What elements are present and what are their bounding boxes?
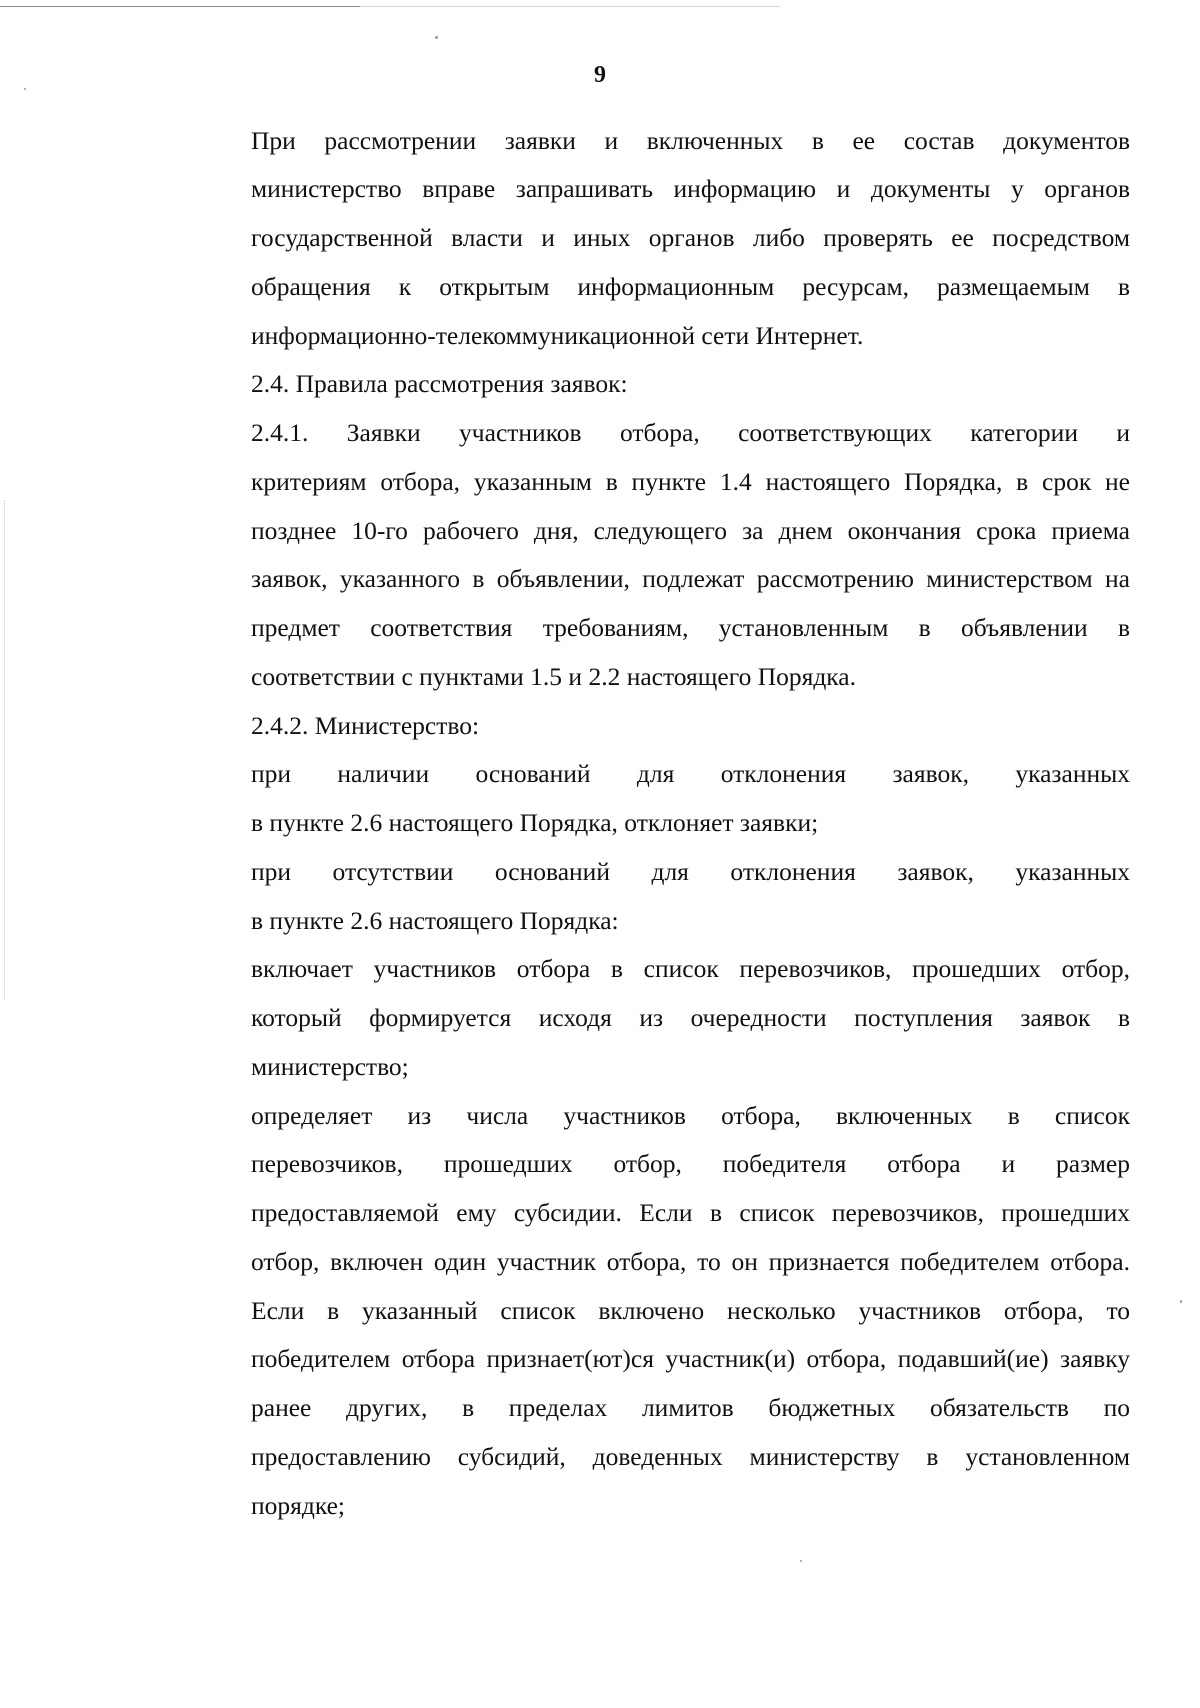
- text-line: который формируется исходя из очередности поступления заявок в: [251, 1003, 1130, 1032]
- text-line: в пункте 2.6 настоящего Порядка, отклоняет заявки;: [251, 808, 819, 837]
- paragraph-request-info: [178, 117, 1130, 361]
- scan-artifact-line-faint: [360, 6, 780, 7]
- text-line: в пункте 2.6 настоящего Порядка:: [251, 905, 619, 935]
- text-line: критериям отбора, указанным в пункте 1.4 настоящего Порядка, в срок не: [251, 466, 1130, 496]
- paragraph-rejects: [178, 750, 1130, 848]
- text-line: министерство вправе запрашивать информацию и документы у органов: [251, 174, 1130, 204]
- page-number: 9: [594, 62, 606, 88]
- paragraph-2-4-1: [178, 409, 1130, 702]
- text-line: предоставляемой ему субсидии. Если в список перевозчиков, прошедших: [251, 1198, 1130, 1227]
- scan-speck: [435, 36, 438, 39]
- text-line: победителем отбора признает(ют)ся участник(и) отбора, подавший(ие) заявку: [251, 1344, 1130, 1374]
- text-line: позднее 10-го рабочего дня, следующего за днем окончания срока приема: [251, 515, 1130, 545]
- text-line: 2.4. Правила рассмотрения заявок:: [251, 369, 628, 399]
- text-line: заявок, указанного в объявлении, подлежат рассмотрению министерством на: [251, 564, 1130, 594]
- document-body: [178, 117, 1130, 1531]
- text-line: при отсутствии оснований для отклонения заявок, указанных: [251, 856, 1130, 886]
- scan-speck: [800, 1560, 802, 1562]
- text-line: при наличии оснований для отклонения заявок, указанных: [251, 759, 1130, 789]
- text-line: ранее других, в пределах лимитов бюджетных обязательств по: [251, 1393, 1130, 1422]
- text-line: включает участников отбора в список перевозчиков, прошедших отбор,: [251, 954, 1130, 984]
- text-line: обращения к открытым информационным ресурсам, размещаемым в: [251, 271, 1130, 301]
- paragraph-determines-winner: [178, 1092, 1130, 1531]
- section-heading-2-4-2: [178, 702, 1130, 751]
- text-line: отбор, включен один участник отбора, то он признается победителем отбора.: [251, 1246, 1130, 1276]
- scan-artifact-edge: [4, 500, 6, 1000]
- text-line: соответствии с пунктами 1.5 и 2.2 настоящего Порядка.: [251, 661, 857, 691]
- scan-artifact-line: [0, 6, 360, 7]
- text-line: информационно-телекоммуникационной сети Интернет.: [251, 320, 864, 350]
- text-line: Если в указанный список включено несколько участников отбора, то: [251, 1295, 1130, 1325]
- paragraph-includes-list: [178, 945, 1130, 1091]
- text-line: определяет из числа участников отбора, включенных в список: [251, 1100, 1130, 1130]
- text-line: порядке;: [251, 1490, 346, 1520]
- text-line: перевозчиков, прошедших отбор, победителя отбора и размер: [251, 1149, 1130, 1179]
- text-line: предоставлению субсидий, доведенных министерству в установленном: [251, 1441, 1130, 1471]
- paragraph-no-grounds: [178, 848, 1130, 946]
- section-heading-2-4: [178, 360, 1130, 409]
- text-line: министерство;: [251, 1051, 409, 1081]
- text-line: 2.4.1. Заявки участников отбора, соответствующих категории и: [251, 418, 1130, 447]
- scan-speck: [1180, 1300, 1182, 1303]
- text-line: При рассмотрении заявки и включенных в ее состав документов: [251, 125, 1130, 155]
- text-line: 2.4.2. Министерство:: [251, 710, 480, 740]
- text-line: государственной власти и иных органов либо проверять ее посредством: [251, 223, 1130, 252]
- text-line: предмет соответствия требованиям, установленным в объявлении в: [251, 613, 1130, 642]
